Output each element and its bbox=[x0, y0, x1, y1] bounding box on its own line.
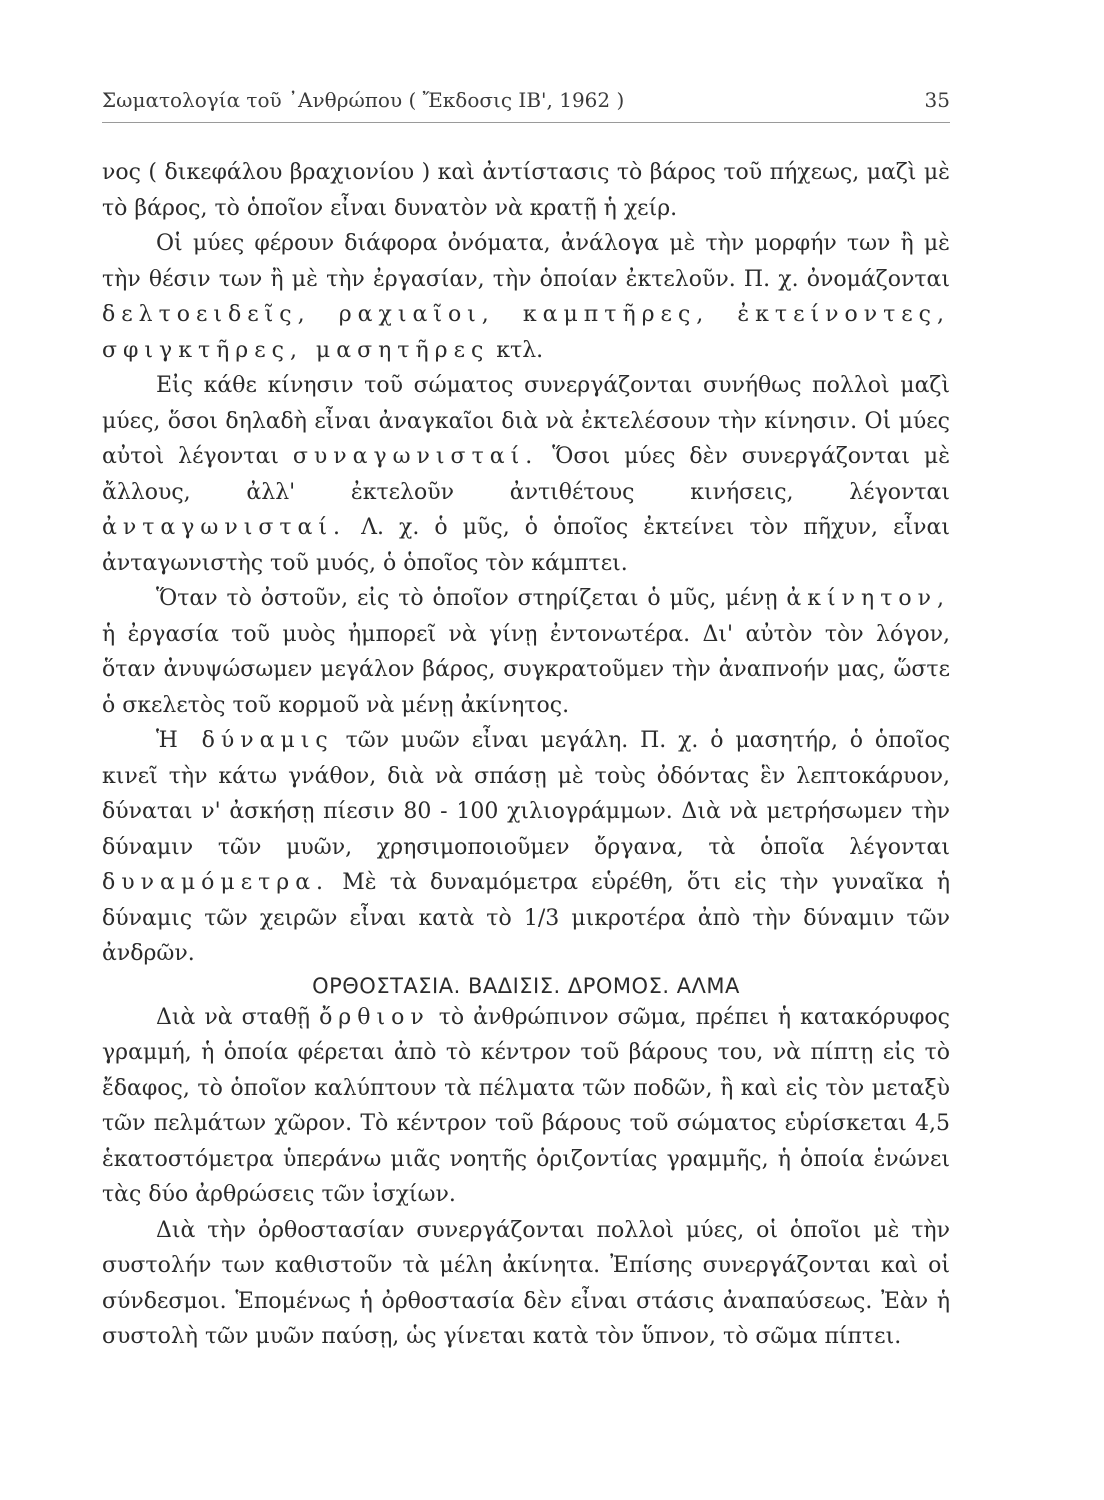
paragraph-text: νος ( δικεφάλου βραχιονίου ) καὶ ἀντίστασις τὸ βάρος τοῦ πήχεως, μαζὶ μὲ τὸ βάρος, τὸ ὁποῖον εἶναι δυνατὸν νὰ κρατῇ ἡ χείρ. bbox=[102, 160, 950, 221]
paragraph-text: τὸ ἀνθρώπινον σῶμα, πρέπει ἡ κατακόρυφος γραμμή, ἡ ὁποία φέρεται ἀπὸ τὸ κέντρον τοῦ βάρους του, νὰ πίπτῃ εἰς τὸ ἔδαφος, τὸ ὁποῖον καλύπτουν τὰ πέλματα τῶν ποδῶν, ἢ καὶ εἰς τὸν μεταξὺ τῶν πελμάτων χῶρον. Τὸ κέντρον τοῦ βάρους τοῦ σώματος εὑρίσκεται 4,5 ἑκατοστόμετρα ὑπεράνω μιᾶς νοητῆς ὁριζοντίας γραμμῆς, ἡ ὁποία ἑνώνει τὰς δύο ἀρθρώσεις τῶν ἰσχίων. bbox=[102, 1004, 950, 1207]
paragraph bbox=[102, 1213, 950, 1355]
running-header bbox=[102, 88, 950, 112]
running-title: Σωματολογία τοῦ ᾿Ανθρώπου ( Ἔκδοσις ΙΒ', 1962 ) bbox=[102, 88, 625, 112]
spaced-term: δυναμόμετρα. bbox=[102, 870, 330, 895]
paragraph-text: Ὅταν τὸ ὀστοῦν, εἰς τὸ ὁποῖον στηρίζεται ὁ μῦς, μένῃ bbox=[156, 586, 778, 611]
paragraph bbox=[102, 581, 950, 723]
spaced-term: Ἡ δύναμις bbox=[156, 728, 334, 753]
spaced-term: ἀνταγωνισταί. bbox=[102, 515, 347, 540]
paragraph bbox=[102, 1000, 950, 1213]
paragraph-text: Διὰ νὰ σταθῇ bbox=[156, 1004, 311, 1030]
paragraph-continued bbox=[102, 155, 950, 226]
paragraph-text: κτλ. bbox=[496, 337, 544, 363]
paragraph bbox=[102, 226, 950, 368]
header-rule bbox=[102, 122, 950, 123]
paragraph-text: Ὅσοι μύες δὲν συνεργάζονται μὲ ἄλλους, ἀλλ' ἐκτελοῦν ἀντιθέτους κινήσεις, λέγονται bbox=[102, 444, 951, 505]
paragraph-text: Λ. χ. ὁ μῦς, ὁ ὁποῖος ἐκτείνει τὸν πῆχυν, εἶναι ἀνταγωνιστὴς τοῦ μυός, ὁ ὁποῖος τὸν κάμπτει. bbox=[102, 515, 950, 576]
paragraph bbox=[102, 723, 950, 972]
page-number: 35 bbox=[924, 88, 950, 112]
paragraph-text: Οἱ μύες φέρουν διάφορα ὀνόματα, ἀνάλογα μὲ τὴν μορφήν των ἢ μὲ τὴν θέσιν των ἢ μὲ τὴν ἐργασίαν, τὴν ὁποίαν ἐκτελοῦν. Π. χ. ὀνομάζονται bbox=[102, 231, 950, 292]
paragraph-text: τῶν μυῶν εἶναι μεγάλη. Π. χ. ὁ μασητήρ, ὁ ὁποῖος κινεῖ τὴν κάτω γνάθον, διὰ νὰ σπάσῃ μὲ τοὺς ὀδόντας ἓν λεπτοκάρυον, δύναται ν' ἀσκήσῃ πίεσιν 80 - 100 χιλιογράμμων. Διὰ νὰ μετρήσωμεν τὴν δύναμιν τῶν μυῶν, χρησιμοποιοῦμεν ὄργανα, τὰ ὁποῖα λέγονται bbox=[102, 728, 951, 860]
section-title: ΟΡΘΟΣΤΑΣΙΑ. ΒΑΔΙΣΙΣ. ΔΡΟΜΟΣ. ΑΛΜΑ bbox=[312, 973, 740, 998]
paragraph-text: Διὰ τὴν ὀρθοστασίαν συνεργάζονται πολλοὶ μύες, οἱ ὁποῖοι μὲ τὴν συστολήν των καθιστοῦν τὰ μέλη ἀκίνητα. Ἐπίσης συνεργάζονται καὶ οἱ σύνδεσμοι. Ἑπομένως ἡ ὀρθοστασία δὲν εἶναι στάσις ἀναπαύσεως. Ἐὰν ἡ συστολὴ τῶν μυῶν παύσῃ, ὡς γίνεται κατὰ τὸν ὕπνον, τὸ σῶμα πίπτει. bbox=[102, 1217, 950, 1349]
spaced-term: ἀκίνητον, bbox=[786, 586, 950, 611]
paragraph-text: ἡ ἐργασία τοῦ μυὸς ἠμπορεῖ νὰ γίνῃ ἐντονωτέρα. Δι' αὐτὸν τὸν λόγον, ὅταν ἀνυψώσωμεν μεγάλον βάρος, συγκρατοῦμεν τὴν ἀναπνοήν μας, ὥστε ὁ σκελετὸς τοῦ κορμοῦ νὰ μένῃ ἀκίνητος. bbox=[102, 621, 950, 718]
paragraph-text: Μὲ τὰ δυναμόμετρα εὑρέθη, ὅτι εἰς τὴν γυναῖκα ἡ δύναμις τῶν χειρῶν εἶναι κατὰ τὸ 1/3 μικροτέρα ἀπὸ τὴν δύναμιν τῶν ἀνδρῶν. bbox=[102, 870, 951, 966]
spaced-term: ὄρθιον bbox=[319, 1004, 430, 1030]
spaced-term: δελτοειδεῖς, ραχιαῖοι, καμπτῆρες, ἐκτείνοντες, σφιγκτῆρες, μασητῆρες bbox=[102, 302, 950, 363]
body-text bbox=[102, 155, 950, 1355]
spaced-term: συναγωνισταί. bbox=[292, 444, 539, 469]
paragraph-text: Εἰς κάθε κίνησιν τοῦ σώματος συνεργάζονται συνήθως πολλοὶ μαζὶ μύες, ὅσοι δηλαδὴ εἶναι ἀναγκαῖοι διὰ νὰ ἐκτελέσουν τὴν κίνησιν. Οἱ μύες αὐτοὶ λέγονται bbox=[102, 373, 950, 469]
paragraph bbox=[102, 368, 950, 581]
